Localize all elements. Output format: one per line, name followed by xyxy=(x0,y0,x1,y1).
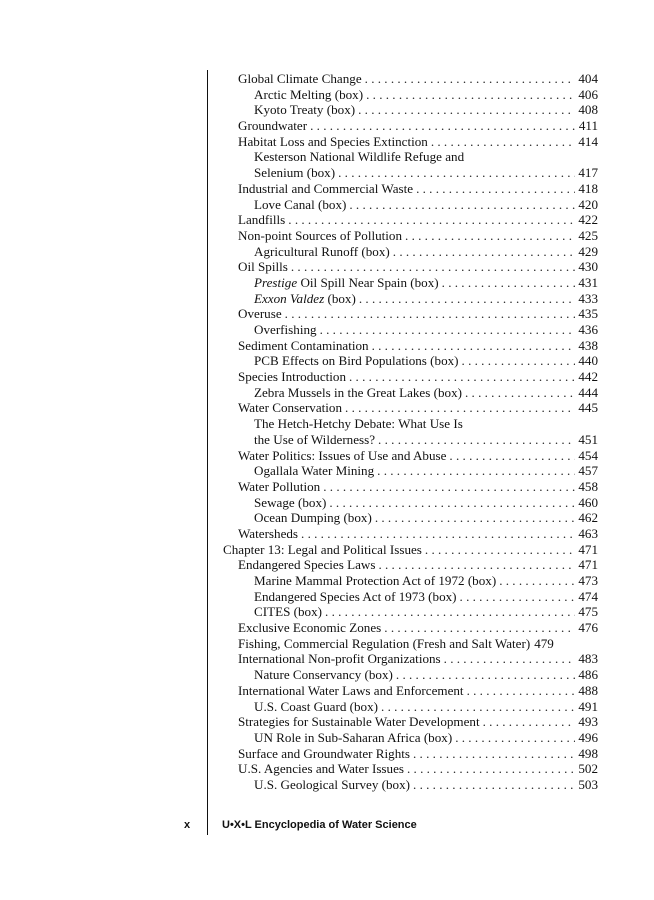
toc-entry xyxy=(223,134,598,150)
leader-dots xyxy=(413,777,575,793)
toc-entry xyxy=(223,432,598,448)
leader-dots xyxy=(377,463,575,479)
toc-page-number: 435 xyxy=(578,306,598,322)
toc-entry xyxy=(223,149,598,165)
leader-dots xyxy=(365,71,576,87)
toc-page-number: 471 xyxy=(578,557,598,573)
toc-page-number: 486 xyxy=(578,667,598,683)
leader-dots xyxy=(465,385,575,401)
toc-page-number: 414 xyxy=(578,133,598,149)
toc-page-number: 457 xyxy=(578,463,598,479)
leader-dots xyxy=(431,134,576,150)
toc-entry-title: International Non-profit Organizations xyxy=(238,651,441,667)
toc-entry xyxy=(223,651,598,667)
toc-entry xyxy=(223,71,598,87)
toc-entry-title xyxy=(254,291,356,307)
toc-page-number: 454 xyxy=(578,447,598,463)
toc-entry xyxy=(223,510,598,526)
toc-entry-title: Endangered Species Act of 1973 (box) xyxy=(254,588,457,604)
toc-entry xyxy=(223,275,598,291)
toc-page-number: 488 xyxy=(578,682,598,698)
leader-dots xyxy=(323,479,575,495)
toc-page-number: 440 xyxy=(578,353,598,369)
leader-dots xyxy=(285,306,576,322)
toc-entry xyxy=(223,400,598,416)
leader-dots xyxy=(384,620,575,636)
toc-entry xyxy=(223,761,598,777)
toc-entry-title: Groundwater xyxy=(238,118,308,134)
leader-dots xyxy=(301,526,575,542)
toc-entry xyxy=(223,589,598,605)
toc-entry-title: Nature Conservancy (box) xyxy=(254,667,393,683)
toc-entry xyxy=(223,573,598,589)
leader-dots xyxy=(381,699,575,715)
toc-entry xyxy=(223,526,598,542)
toc-entry xyxy=(223,87,598,103)
toc-page-number: 476 xyxy=(578,620,598,636)
toc-page-number: 406 xyxy=(578,86,598,102)
toc-entry-title: Zebra Mussels in the Great Lakes (box) xyxy=(254,384,462,400)
toc-page-number: 503 xyxy=(578,776,598,792)
toc-entry xyxy=(223,463,598,479)
toc-page-number: 438 xyxy=(578,337,598,353)
leader-dots xyxy=(291,259,576,275)
toc-entry-title: Sediment Contamination xyxy=(238,337,369,353)
toc-entry xyxy=(223,244,598,260)
toc-entry xyxy=(223,620,598,636)
leader-dots xyxy=(444,651,576,667)
toc-entry xyxy=(223,495,598,511)
toc-page-number: 471 xyxy=(578,541,598,557)
toc-entry-title: Non-point Sources of Pollution xyxy=(238,227,403,243)
toc-entry-title: Selenium (box) xyxy=(254,165,336,181)
toc-page-number: 445 xyxy=(578,400,598,416)
toc-entry xyxy=(223,636,598,652)
toc-entry-title: Industrial and Commercial Waste xyxy=(238,180,414,196)
leader-dots xyxy=(349,369,575,385)
toc-page-number: 404 xyxy=(578,71,598,86)
toc-page-number: 436 xyxy=(578,322,598,337)
toc-page-number: 496 xyxy=(578,729,598,745)
toc-entry xyxy=(223,604,598,620)
toc-entry-title: Habitat Loss and Species Extinction xyxy=(238,133,428,149)
toc-entry xyxy=(223,448,598,464)
toc-entry xyxy=(223,369,598,385)
toc-entry-title: Overfishing xyxy=(254,322,317,337)
leader-dots xyxy=(349,197,575,213)
toc-entry-title: Species Introduction xyxy=(238,369,346,385)
toc-entry-title: the Use of Wilderness? xyxy=(254,431,376,447)
leader-dots xyxy=(288,212,575,228)
leader-dots xyxy=(405,228,575,244)
toc-entry-title: Arctic Melting (box) xyxy=(254,86,364,102)
toc-entry-title: Landfills xyxy=(238,212,286,228)
leader-dots xyxy=(416,181,575,197)
toc-entry-title: UN Role in Sub-Saharan Africa (box) xyxy=(254,729,453,745)
toc-page-number: 442 xyxy=(578,369,598,385)
toc-entry xyxy=(223,197,598,213)
toc-entry-title-italic: Exxon Valdez xyxy=(254,290,325,306)
leader-dots xyxy=(483,714,576,730)
toc-entry xyxy=(223,165,598,181)
toc-entry-title: Surface and Groundwater Rights xyxy=(238,745,410,761)
toc-page-number: 429 xyxy=(578,243,598,259)
toc-entry xyxy=(223,714,598,730)
toc-entry-title: U.S. Geological Survey (box) xyxy=(254,776,411,792)
toc-entry-title: Kesterson National Wildlife Refuge and xyxy=(254,149,465,165)
leader-dots xyxy=(378,432,575,448)
toc-entry-title: Ocean Dumping (box) xyxy=(254,510,372,526)
toc-entry-title-text: (box) xyxy=(327,290,356,306)
toc-page-number: 462 xyxy=(578,510,598,526)
toc-entry xyxy=(223,338,598,354)
leader-dots xyxy=(499,573,575,589)
toc-entry xyxy=(223,699,598,715)
toc-entry-title: Love Canal (box) xyxy=(254,196,347,212)
leader-dots xyxy=(462,353,576,369)
margin-rule xyxy=(207,70,208,835)
table-of-contents xyxy=(223,71,598,793)
toc-entry xyxy=(223,259,598,275)
leader-dots xyxy=(442,275,576,291)
leader-dots xyxy=(455,730,575,746)
leader-dots xyxy=(372,338,576,354)
toc-entry-title: Global Climate Change xyxy=(238,71,362,86)
leader-dots xyxy=(467,683,576,699)
toc-page-number: 491 xyxy=(578,698,598,714)
toc-entry xyxy=(223,777,598,793)
leader-dots xyxy=(407,761,575,777)
toc-entry-title: CITES (box) xyxy=(254,604,323,620)
toc-entry xyxy=(223,118,598,134)
leader-dots xyxy=(396,667,575,683)
toc-page-number: 463 xyxy=(578,525,598,541)
leader-dots xyxy=(329,495,575,511)
toc-entry xyxy=(223,730,598,746)
toc-entry-title: Chapter 13: Legal and Political Issues xyxy=(223,541,422,557)
toc-entry xyxy=(223,557,598,573)
toc-entry xyxy=(223,385,598,401)
leader-dots xyxy=(413,746,575,762)
footer-page-number: x xyxy=(184,819,191,831)
toc-entry xyxy=(223,102,598,118)
leader-dots xyxy=(345,400,575,416)
leader-dots xyxy=(425,542,575,558)
toc-entry xyxy=(223,667,598,683)
toc-page-number: 475 xyxy=(578,604,598,620)
toc-entry-title-italic: Prestige xyxy=(254,274,298,290)
leader-dots xyxy=(320,322,576,338)
toc-entry-title: Strategies for Sustainable Water Development xyxy=(238,714,480,730)
toc-entry-title: Marine Mammal Protection Act of 1972 (box) xyxy=(254,573,497,588)
toc-page-number: 411 xyxy=(578,118,598,134)
leader-dots xyxy=(359,291,576,307)
toc-chapter-heading xyxy=(223,542,598,558)
toc-page-number: 420 xyxy=(578,196,598,212)
toc-entry xyxy=(223,228,598,244)
toc-page-number: 430 xyxy=(578,259,598,275)
toc-entry-title: The Hetch-Hetchy Debate: What Use Is xyxy=(254,416,463,432)
leader-dots xyxy=(338,165,575,181)
toc-entry xyxy=(223,306,598,322)
toc-entry xyxy=(223,322,598,338)
leader-dots xyxy=(375,510,576,526)
toc-entry-title: Sewage (box) xyxy=(254,494,327,510)
leader-dots xyxy=(449,448,575,464)
toc-entry xyxy=(223,479,598,495)
toc-entry-title xyxy=(254,275,439,291)
toc-page-number: 425 xyxy=(578,227,598,243)
toc-page-number: 408 xyxy=(578,102,598,118)
toc-page-number: 498 xyxy=(578,745,598,761)
toc-entry-title: Exclusive Economic Zones xyxy=(238,620,382,636)
toc-entry xyxy=(223,212,598,228)
toc-entry-title: U.S. Agencies and Water Issues xyxy=(238,761,404,777)
toc-entry xyxy=(223,683,598,699)
toc-page-number: 502 xyxy=(578,761,598,777)
toc-entry xyxy=(223,291,598,307)
toc-entry-title: Overuse xyxy=(238,306,282,322)
leader-dots xyxy=(358,102,575,118)
toc-entry xyxy=(223,181,598,197)
toc-entry-title: Water Pollution xyxy=(238,478,321,494)
toc-entry-title: U.S. Coast Guard (box) xyxy=(254,698,379,714)
leader-dots xyxy=(366,87,575,103)
toc-entry-title: Endangered Species Laws xyxy=(238,557,376,573)
toc-entry-title: Water Politics: Issues of Use and Abuse xyxy=(238,447,447,463)
toc-page-number: 473 xyxy=(578,573,598,588)
toc-page-number: 493 xyxy=(578,714,598,730)
toc-entry-title: PCB Effects on Bird Populations (box) xyxy=(254,353,459,369)
toc-entry-title: Watersheds xyxy=(238,525,299,541)
toc-entry xyxy=(223,746,598,762)
toc-entry-title: International Water Laws and Enforcement xyxy=(238,682,464,698)
toc-page-number: 417 xyxy=(578,165,598,181)
toc-page-number: 418 xyxy=(578,180,598,196)
toc-page-number: 433 xyxy=(578,290,598,306)
leader-dots xyxy=(393,244,576,260)
toc-page-number: 422 xyxy=(578,212,598,228)
toc-entry-title: Ogallala Water Mining xyxy=(254,463,375,479)
leader-dots xyxy=(325,604,575,620)
toc-page-number: 460 xyxy=(578,494,598,510)
toc-entry-title-text: Oil Spill Near Spain (box) xyxy=(300,274,439,290)
toc-entry-title: Kyoto Treaty (box) xyxy=(254,102,356,118)
toc-entry xyxy=(223,353,598,369)
toc-page-number: 479 xyxy=(534,635,554,651)
leader-dots xyxy=(378,557,575,573)
toc-entry-title: Water Conservation xyxy=(238,400,343,416)
footer-book-title: U•X•L Encyclopedia of Water Science xyxy=(222,819,417,831)
leader-dots xyxy=(310,118,576,134)
toc-page-number: 444 xyxy=(578,384,598,400)
toc-page-number: 451 xyxy=(578,431,598,447)
toc-entry-title: Oil Spills xyxy=(238,259,288,275)
toc-page-number: 431 xyxy=(578,274,598,290)
toc-page-number: 483 xyxy=(578,651,598,667)
toc-entry xyxy=(223,416,598,432)
toc-page-number: 458 xyxy=(578,478,598,494)
leader-dots xyxy=(460,589,576,605)
toc-entry-title: Fishing, Commercial Regulation (Fresh and Salt Water) xyxy=(238,635,531,651)
toc-entry-title: Agricultural Runoff (box) xyxy=(254,243,390,259)
toc-page-number: 474 xyxy=(578,588,598,604)
